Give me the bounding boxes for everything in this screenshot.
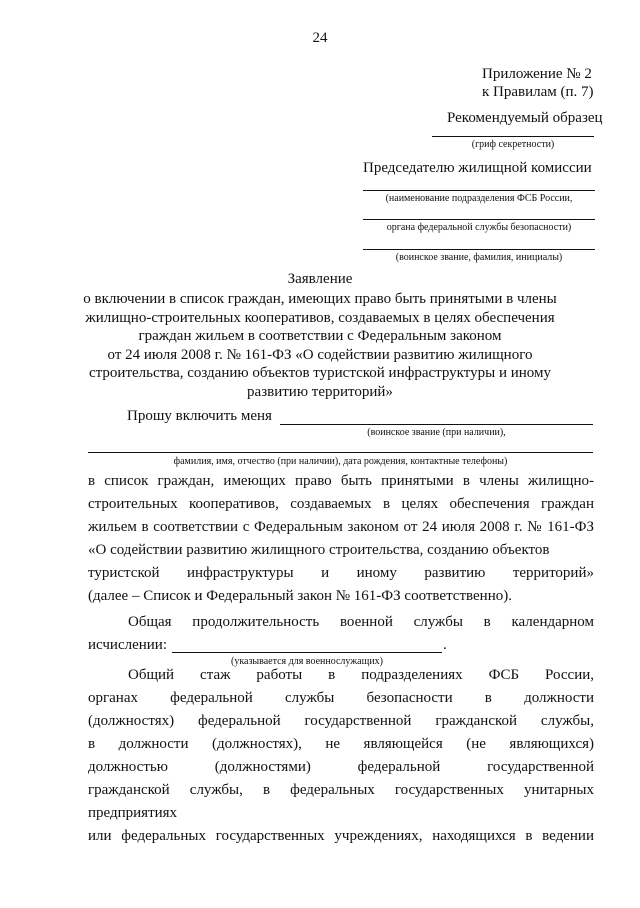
statement-subtitle [60, 290, 580, 401]
paragraph-line: (должностях) федеральной государственной гражданской службы, [88, 713, 594, 729]
subtitle-line: жилищно-строительных кооперативов, создаваемых в целях обеспечения [85, 309, 555, 326]
subtitle-line: строительства, созданию объектов туристской инфраструктуры и иному [89, 365, 551, 381]
request-person-caption: фамилия, имя, отчество (при наличии), дата рождения, контактные телефоны) [173, 456, 508, 467]
paragraph-line: туристской инфраструктуры и иному развитию территорий» [88, 565, 594, 581]
statement-title: Заявление [287, 271, 353, 287]
paragraph-line: строительных кооперативов, создаваемых в целях обеспечения граждан [88, 496, 594, 512]
service-line1: Общая продолжительность военной службы в календарном [128, 614, 594, 630]
rank-name-caption: (воинское звание, фамилия, инициалы) [395, 252, 563, 263]
unit-caption: (наименование подразделения ФСБ России, [385, 193, 573, 204]
request-rank-line[interactable] [280, 424, 593, 425]
paragraph-line: Общий стаж работы в подразделениях ФСБ России, [128, 667, 594, 683]
organ-line [363, 219, 595, 220]
organ-caption: органа федеральной службы безопасности) [386, 222, 572, 233]
subtitle-line: граждан жильем в соответствии с Федеральным законом [138, 328, 502, 344]
paragraph-line: в должности (должностях), не являющейся (не являющихся) [88, 736, 594, 752]
page-number: 24 [312, 30, 328, 46]
subtitle-line: от 24 июля 2008 г. № 161-ФЗ «О содействии развитию жилищного [107, 346, 533, 363]
paragraph-line: или федеральных государственных учреждениях, находящихся в ведении [88, 828, 594, 844]
request-label: Прошу включить меня [127, 408, 272, 424]
service-label: исчислении: [88, 637, 168, 653]
appendix-line2: к Правилам (п. 7) [482, 84, 594, 100]
paragraph-line: (далее – Список и Федеральный закон № 161-ФЗ соответственно). [88, 588, 512, 604]
paragraph-line: жильем в соответствии с Федеральным законом от 24 июля 2008 г. № 161-ФЗ [88, 519, 594, 535]
unit-line [363, 190, 595, 191]
paragraph-work-experience [88, 664, 594, 848]
paragraph-line: органах федеральной службы безопасности в должности [88, 690, 594, 706]
rank-name-line [363, 249, 595, 250]
subtitle-line: развитию территорий» [247, 383, 393, 400]
service-period: . [443, 637, 447, 653]
secrecy-line [432, 136, 594, 137]
service-caption: (указывается для военнослужащих) [230, 656, 383, 667]
service-duration-line[interactable] [172, 652, 442, 653]
service-duration [88, 611, 594, 634]
paragraph-line: «О содействии развитию жилищного строительства, созданию объектов [88, 542, 550, 558]
request-rank-caption: (воинское звание (при наличии), [367, 427, 506, 438]
paragraph-line: должностью (должностями) федеральной государственной [88, 759, 594, 775]
paragraph-list-inclusion [88, 470, 594, 608]
paragraph-line: в список граждан, имеющих право быть принятыми в члены жилищно- [88, 473, 594, 489]
subtitle-line: о включении в список граждан, имеющих право быть принятыми в члены [83, 291, 557, 307]
recommended-sample: Рекомендуемый образец [447, 110, 603, 126]
addressee-title: Председателю жилищной комиссии [363, 160, 592, 176]
request-person-line[interactable] [88, 452, 593, 453]
appendix-header [482, 65, 632, 101]
appendix-line1: Приложение № 2 [482, 66, 592, 82]
paragraph-line: гражданской службы, в федеральных государственных унитарных предприятиях [88, 782, 594, 821]
secrecy-caption: (гриф секретности) [471, 139, 555, 150]
